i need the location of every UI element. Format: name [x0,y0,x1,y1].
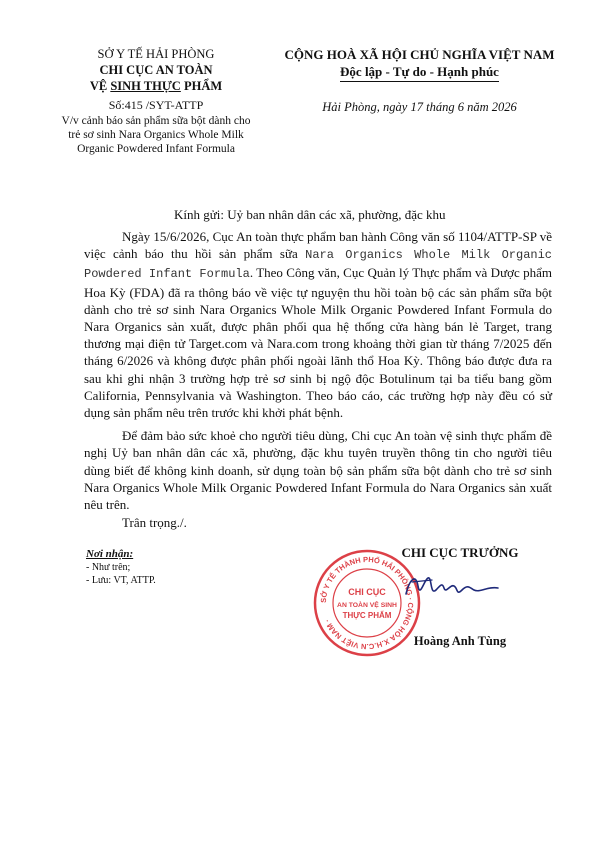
seal-center-line-3: THỰC PHẨM [342,611,392,620]
seal-ring-text: SỞ Y TẾ THÀNH PHỐ HẢI PHÒNG · CỘNG HÒA X.H.C.N VIỆT NAM · [318,554,416,652]
seal-center-line-2: AN TOÀN VỆ SINH [337,602,397,609]
handwritten-signature [398,568,508,608]
nation-name: CỘNG HOÀ XÃ HỘI CHỦ NGHĨA VIỆT NAM [284,47,555,62]
recipient-item: - Lưu: VT, ATTP. [86,575,156,586]
p1-text-b: . Theo Công văn, Cục Quản lý Thực phẩm và Dược phẩm Hoa Kỳ (FDA) đã ra thông báo về việc tự nguyện thu hồi toàn bộ các sản phẩm sữa bột dành cho trẻ sơ sinh Nara Organics Whole Milk Organic Powdered Infant Formula do Nara Organics sản xuất, được phân phối qua hệ thống cửa hàng bán lẻ Target, trang thương mại điện tử Target.com và Nara.com trong khoảng thời gian từ tháng 7/2025 đến tháng 6/2026 và không được phân phối ngoài lãnh thổ Hoa Kỳ. Thông báo được đưa ra sau khi ghi nhận 3 trường hợp trẻ sơ sinh bị ngộ độc Botulinum tại ba tiểu bang gồm California, Pennsylvania và Washington. Theo báo cáo, các trường hợp này đều có sử dụng sản phẩm nêu trên trước khi khởi phát bệnh. [84,265,552,421]
issuer-parent: SỞ Y TẾ HẢI PHÒNG [97,47,215,61]
document-body [84,228,552,519]
p1-text-a: Ngày 15/6/2026, Cục An toàn thực phẩm ban hành Công văn số 1104/ATTP-SP về việc cảnh báo thu hồi sản phẩm sữa [84,229,552,262]
issuer-name-line2 [56,78,256,94]
body-paragraph-1 [84,228,552,421]
recipient-item: - Như trên; [86,562,131,573]
national-header [262,46,577,82]
body-paragraph-2: Để đảm bảo sức khoẻ cho người tiêu dùng, Chi cục An toàn vệ sinh thực phẩm đề nghị Uỷ ban nhân dân các xã, phường, đặc khu tuyên truyền thông tin cho người tiêu dùng biết để không kinh doanh, sử dụng toàn bộ sản phẩm sữa bột dành cho trẻ sơ sinh Nara Organics Whole Milk Organic Powdered Infant Formula do Nara Organics sản xuất nêu trên. [84,428,552,513]
issuer-name-post: PHẨM [180,79,223,93]
issuer-name-line1: CHI CỤC AN TOÀN [99,63,213,77]
document-number: Số:415 /SYT-ATTP [108,98,204,112]
issuer-name-underlined: SINH THỰC [110,79,181,93]
recipients-title: Nơi nhận: [86,548,134,560]
document-subject: V/v cảnh báo sản phẩm sữa bột dành cho trẻ sơ sinh Nara Organics Whole Milk Organic Powdered Infant Formula [61,115,251,155]
issuer-name-pre: VỆ [89,79,111,93]
p1-product-name: Nara Organics Whole Milk Organic Powdered Infant Formula [84,248,553,282]
greeting-line: Kính gửi: Uỷ ban nhân dân các xã, phường, đặc khu [174,207,446,222]
signer-name: Hoàng Anh Tùng [413,634,507,648]
issuer-header [56,46,256,156]
signer-title: CHI CỤC TRƯỞNG [401,545,519,560]
document-date: Hải Phòng, ngày 17 tháng 6 năm 2026 [322,100,517,114]
national-motto: Độc lập - Tự do - Hạnh phúc [340,63,499,82]
seal-center-line-1: CHI CỤC [348,587,386,597]
recipients-block [86,548,156,587]
closing-line: Trân trọng./. [122,515,187,530]
